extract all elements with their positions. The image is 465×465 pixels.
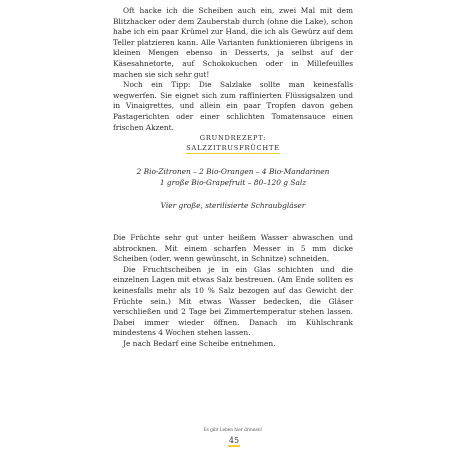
- ingredients-list: [113, 167, 353, 188]
- page-number-value: 45: [228, 436, 240, 445]
- running-title: Es gibt Leben hier drinnen!: [203, 427, 263, 432]
- recipe-label: GRUNDREZEPT:: [199, 134, 267, 142]
- intro-paragraph-2: Noch ein Tipp: Die Salzlake sollte man keinesfalls wegwerfen. Sie eignet sich zum raffinierten Flüssigsalzen und in Vinaigrettes, und allein ein paar Tropfen davon geben Pastagerichten oder einer schlichten Tomatensauce einen frischen Akzent.: [113, 80, 353, 132]
- intro-text: [113, 6, 353, 133]
- equipment-note: Vier große, sterilisierte Schraubgläser: [160, 201, 306, 210]
- method-text: [113, 233, 353, 350]
- page-number: [224, 436, 244, 447]
- method-paragraph-3: Je nach Bedarf eine Scheibe entnehmen.: [123, 338, 276, 348]
- recipe-title: SALZZITRUSFRÜCHTE: [186, 144, 280, 155]
- intro-paragraph-1: Oft hacke ich die Scheiben auch ein, zwei Mal mit dem Blitzhacker oder dem Zauberstab durch (ohne die Lake), schon habe ich ein paar Krümel zur Hand, die ich als Gewürz auf dem Teller platzieren kann. Alle Varianten funktionieren übrigens in kleinen Mengen ebenso in Desserts, ja selbst auf der Käsesahnetorte, auf Schokokuchen oder in Millefeuilles machen sie sich sehr gut!: [113, 6, 353, 79]
- ingredients-line-2: 1 große Bio-Grapefruit – 80–120 g Salz: [159, 177, 307, 187]
- ingredients-line-1: 2 Bio-Zitronen – 2 Bio-Orangen – 4 Bio-Mandarinen: [136, 167, 330, 176]
- recipe-heading: [113, 134, 353, 154]
- method-paragraph-1: Die Früchte sehr gut unter heißem Wasser abwaschen und abtrocknen. Mit einem scharfen Messer in 5 mm dicke Scheiben (oder, wenn gewünscht, in Schnitze) schneiden.: [113, 233, 353, 264]
- method-paragraph-2: Die Fruchtscheiben je in ein Glas schichten und die einzelnen Lagen mit etwas Salz bestreuen. (Am Ende sollten es keinesfalls mehr als 10 % Salz bezogen auf das Gewicht der Früchte sein.) Mit etwas Wasser bedecken, die Gläser verschließen und 2 Tage bei Zimmertemperatur stehen lassen. Dabei immer wieder öffnen. Danach im Kühlschrank mindestens 4 Wochen stehen lassen.: [113, 264, 353, 338]
